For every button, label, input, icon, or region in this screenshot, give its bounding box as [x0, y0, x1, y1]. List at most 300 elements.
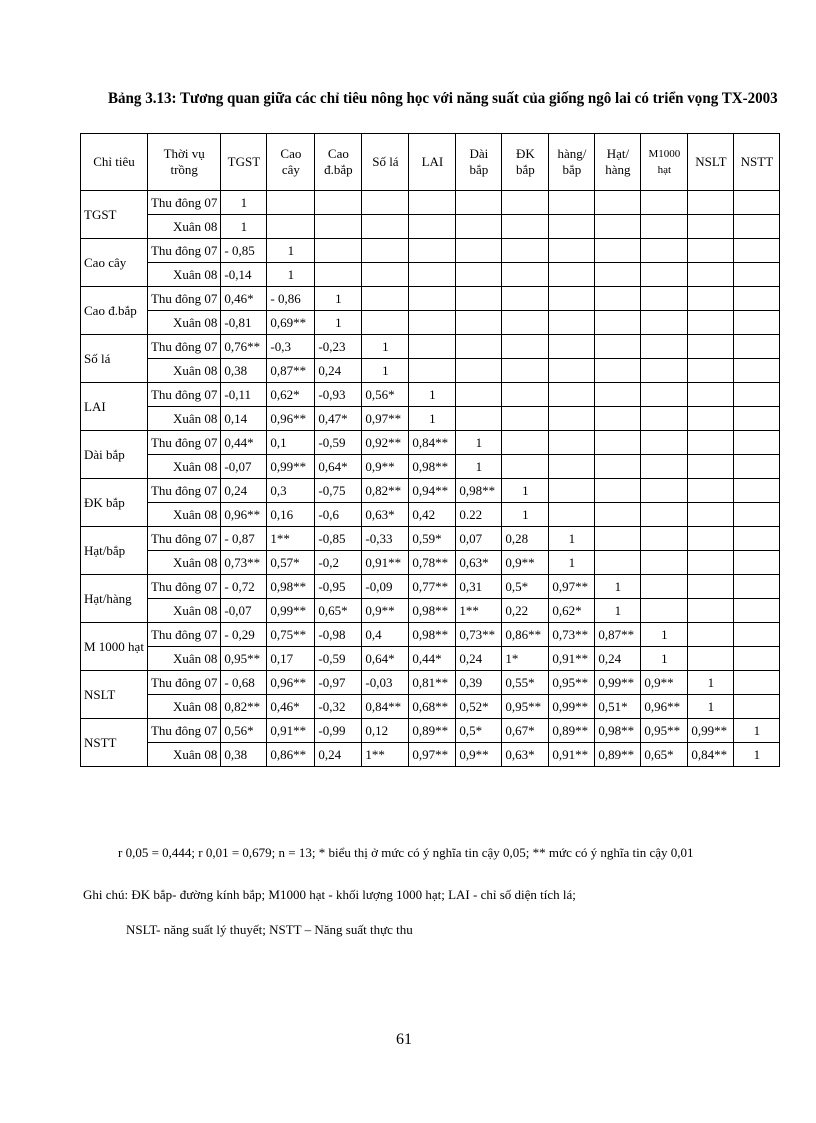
empty-cell — [734, 311, 780, 335]
season-cell: Thu đông 07 — [147, 527, 220, 551]
table-row — [81, 215, 780, 239]
empty-cell — [456, 407, 502, 431]
empty-cell — [595, 527, 641, 551]
empty-cell — [362, 311, 409, 335]
empty-cell — [641, 503, 688, 527]
empty-cell — [734, 335, 780, 359]
value-cell: 0,96** — [267, 671, 315, 695]
row-label: LAI — [81, 383, 148, 431]
value-cell: 0,96** — [221, 503, 267, 527]
row-label: ĐK bắp — [81, 479, 148, 527]
empty-cell — [734, 215, 780, 239]
empty-cell — [688, 503, 734, 527]
value-cell: 0,82** — [362, 479, 409, 503]
value-cell: -0,14 — [221, 263, 267, 287]
value-cell: 0,9** — [641, 671, 688, 695]
row-label: NSLT — [81, 671, 148, 719]
table-row — [81, 575, 780, 599]
value-cell: 0,84** — [409, 431, 456, 455]
season-cell: Thu đông 07 — [147, 671, 220, 695]
empty-cell — [595, 311, 641, 335]
value-cell: 0,63* — [362, 503, 409, 527]
empty-cell — [502, 359, 549, 383]
empty-cell — [549, 503, 595, 527]
value-cell: 0,82** — [221, 695, 267, 719]
correlation-table — [80, 133, 780, 767]
empty-cell — [502, 383, 549, 407]
season-cell: Xuân 08 — [147, 263, 220, 287]
value-cell: 0,91** — [362, 551, 409, 575]
row-label: Cao đ.bắp — [81, 287, 148, 335]
value-cell: 0,24 — [315, 743, 362, 767]
empty-cell — [595, 335, 641, 359]
empty-cell — [595, 383, 641, 407]
season-cell: Thu đông 07 — [147, 575, 220, 599]
empty-cell — [315, 215, 362, 239]
value-cell: 0,76** — [221, 335, 267, 359]
value-cell: 0,46* — [267, 695, 315, 719]
season-cell: Xuân 08 — [147, 503, 220, 527]
value-cell: 1 — [688, 671, 734, 695]
empty-cell — [734, 695, 780, 719]
empty-cell — [456, 287, 502, 311]
season-cell: Xuân 08 — [147, 215, 220, 239]
empty-cell — [409, 239, 456, 263]
empty-cell — [409, 263, 456, 287]
season-cell: Thu đông 07 — [147, 431, 220, 455]
table-title: Bảng 3.13: Tương quan giữa các chỉ tiêu nông học với năng suất của giống ngô lai có triển vọng TX-2003 — [108, 90, 778, 107]
empty-cell — [641, 335, 688, 359]
empty-cell — [688, 455, 734, 479]
empty-cell — [688, 311, 734, 335]
value-cell: 1 — [456, 455, 502, 479]
value-cell: 0,55* — [502, 671, 549, 695]
value-cell: 0,86** — [502, 623, 549, 647]
value-cell: 0,92** — [362, 431, 409, 455]
season-cell: Xuân 08 — [147, 359, 220, 383]
value-cell: 0,59* — [409, 527, 456, 551]
header-cell: LAI — [409, 134, 456, 191]
empty-cell — [641, 599, 688, 623]
season-cell: Xuân 08 — [147, 311, 220, 335]
empty-cell — [688, 575, 734, 599]
empty-cell — [734, 191, 780, 215]
row-label: TGST — [81, 191, 148, 239]
empty-cell — [734, 671, 780, 695]
empty-cell — [734, 647, 780, 671]
empty-cell — [549, 239, 595, 263]
value-cell: 0,44* — [221, 431, 267, 455]
value-cell: 0,95** — [549, 671, 595, 695]
empty-cell — [688, 599, 734, 623]
value-cell: 1 — [315, 287, 362, 311]
value-cell: 1* — [502, 647, 549, 671]
value-cell: -0,81 — [221, 311, 267, 335]
empty-cell — [549, 215, 595, 239]
value-cell: 1 — [267, 263, 315, 287]
value-cell: 0,62* — [267, 383, 315, 407]
value-cell: - 0,72 — [221, 575, 267, 599]
value-cell: 0,52* — [456, 695, 502, 719]
table-row — [81, 743, 780, 767]
value-cell: 0,96** — [641, 695, 688, 719]
value-cell: 0,99** — [688, 719, 734, 743]
value-cell: -0,59 — [315, 647, 362, 671]
value-cell: 0,98** — [456, 479, 502, 503]
value-cell: 0,89** — [595, 743, 641, 767]
empty-cell — [688, 359, 734, 383]
empty-cell — [641, 263, 688, 287]
header-cell: NSLT — [688, 134, 734, 191]
empty-cell — [409, 191, 456, 215]
value-cell: 0,68** — [409, 695, 456, 719]
value-cell: 0,24 — [595, 647, 641, 671]
season-cell: Thu đông 07 — [147, 383, 220, 407]
table-row — [81, 527, 780, 551]
empty-cell — [688, 287, 734, 311]
value-cell: 0,64* — [315, 455, 362, 479]
value-cell: 0,63* — [502, 743, 549, 767]
empty-cell — [267, 215, 315, 239]
value-cell: -0,09 — [362, 575, 409, 599]
empty-cell — [734, 263, 780, 287]
value-cell: 0,73** — [456, 623, 502, 647]
empty-cell — [641, 527, 688, 551]
table-row — [81, 263, 780, 287]
table-row — [81, 335, 780, 359]
table-row — [81, 455, 780, 479]
empty-cell — [502, 263, 549, 287]
value-cell: 0,28 — [502, 527, 549, 551]
value-cell: 0,89** — [549, 719, 595, 743]
empty-cell — [688, 239, 734, 263]
value-cell: -0,75 — [315, 479, 362, 503]
empty-cell — [641, 407, 688, 431]
header-cell: NSTT — [734, 134, 780, 191]
value-cell: 0,91** — [267, 719, 315, 743]
value-cell: 0,24 — [456, 647, 502, 671]
empty-cell — [734, 527, 780, 551]
value-cell: 0,9** — [362, 599, 409, 623]
empty-cell — [502, 191, 549, 215]
value-cell: 1 — [734, 719, 780, 743]
season-cell: Xuân 08 — [147, 455, 220, 479]
value-cell: 0,22 — [502, 599, 549, 623]
row-label: Hạt/bắp — [81, 527, 148, 575]
empty-cell — [688, 479, 734, 503]
value-cell: 1** — [456, 599, 502, 623]
header-cell: Cao cây — [267, 134, 315, 191]
empty-cell — [734, 383, 780, 407]
value-cell: 1 — [315, 311, 362, 335]
value-cell: 0,98** — [409, 599, 456, 623]
value-cell: 0,97** — [362, 407, 409, 431]
empty-cell — [502, 311, 549, 335]
empty-cell — [549, 479, 595, 503]
value-cell: -0,2 — [315, 551, 362, 575]
table-row — [81, 719, 780, 743]
value-cell: 0,47* — [315, 407, 362, 431]
empty-cell — [734, 575, 780, 599]
value-cell: 0,62* — [549, 599, 595, 623]
season-cell: Thu đông 07 — [147, 191, 220, 215]
value-cell: 0,12 — [362, 719, 409, 743]
empty-cell — [734, 551, 780, 575]
empty-cell — [641, 239, 688, 263]
empty-cell — [688, 191, 734, 215]
table-row — [81, 479, 780, 503]
value-cell: 0,51* — [595, 695, 641, 719]
season-cell: Thu đông 07 — [147, 287, 220, 311]
value-cell: 0,98** — [595, 719, 641, 743]
empty-cell — [734, 287, 780, 311]
table-row — [81, 407, 780, 431]
value-cell: 0,9** — [362, 455, 409, 479]
empty-cell — [502, 287, 549, 311]
value-cell: 1 — [641, 647, 688, 671]
value-cell: - 0,29 — [221, 623, 267, 647]
empty-cell — [688, 215, 734, 239]
abbreviation-note-continued: NSLT- năng suất lý thuyết; NSTT – Năng suất thực thu — [126, 922, 413, 937]
value-cell: 0,38 — [221, 359, 267, 383]
empty-cell — [456, 263, 502, 287]
value-cell: 0,38 — [221, 743, 267, 767]
value-cell: 0,95** — [502, 695, 549, 719]
empty-cell — [641, 551, 688, 575]
empty-cell — [549, 431, 595, 455]
value-cell: 0,64* — [362, 647, 409, 671]
empty-cell — [641, 575, 688, 599]
empty-cell — [409, 215, 456, 239]
empty-cell — [641, 215, 688, 239]
value-cell: -0,99 — [315, 719, 362, 743]
header-cell: Dài bắp — [456, 134, 502, 191]
value-cell: -0,93 — [315, 383, 362, 407]
value-cell: 0,98** — [409, 455, 456, 479]
page-number: 61 — [396, 1031, 412, 1048]
value-cell: 0,73** — [549, 623, 595, 647]
value-cell: 0,65* — [641, 743, 688, 767]
empty-cell — [641, 287, 688, 311]
empty-cell — [409, 359, 456, 383]
value-cell: -0,11 — [221, 383, 267, 407]
empty-cell — [595, 455, 641, 479]
value-cell: 1 — [734, 743, 780, 767]
table-row — [81, 191, 780, 215]
value-cell: - 0,85 — [221, 239, 267, 263]
header-cell: TGST — [221, 134, 267, 191]
value-cell: -0,59 — [315, 431, 362, 455]
header-cell: M1000 hạt — [641, 134, 688, 191]
value-cell: 1 — [456, 431, 502, 455]
value-cell: 0,3 — [267, 479, 315, 503]
value-cell: 0,98** — [409, 623, 456, 647]
value-cell: 0,67* — [502, 719, 549, 743]
value-cell: 0,5* — [456, 719, 502, 743]
empty-cell — [502, 215, 549, 239]
value-cell: 0,84** — [362, 695, 409, 719]
value-cell: 0,9** — [456, 743, 502, 767]
value-cell: 1 — [502, 479, 549, 503]
value-cell: 1 — [221, 191, 267, 215]
empty-cell — [734, 599, 780, 623]
value-cell: 0,97** — [549, 575, 595, 599]
row-label: Cao cây — [81, 239, 148, 287]
value-cell: 0,69** — [267, 311, 315, 335]
empty-cell — [688, 383, 734, 407]
value-cell: 1** — [362, 743, 409, 767]
value-cell: 0,9** — [502, 551, 549, 575]
value-cell: 0,99** — [267, 455, 315, 479]
value-cell: 0,99** — [267, 599, 315, 623]
value-cell: 0,91** — [549, 647, 595, 671]
significance-note: r 0,05 = 0,444; r 0,01 = 0,679; n = 13; * biểu thị ở mức có ý nghĩa tin cậy 0,05; ** mức có ý nghĩa tin cậy 0,01 — [118, 845, 694, 860]
value-cell: 1 — [688, 695, 734, 719]
value-cell: 0,39 — [456, 671, 502, 695]
value-cell: -0,07 — [221, 599, 267, 623]
value-cell: -0,85 — [315, 527, 362, 551]
season-cell: Xuân 08 — [147, 695, 220, 719]
empty-cell — [315, 191, 362, 215]
season-cell: Thu đông 07 — [147, 719, 220, 743]
empty-cell — [641, 311, 688, 335]
value-cell: 0.22 — [456, 503, 502, 527]
empty-cell — [549, 455, 595, 479]
empty-cell — [502, 431, 549, 455]
empty-cell — [549, 335, 595, 359]
empty-cell — [595, 215, 641, 239]
value-cell: -0,3 — [267, 335, 315, 359]
value-cell: 0,65* — [315, 599, 362, 623]
season-cell: Xuân 08 — [147, 407, 220, 431]
value-cell: - 0,68 — [221, 671, 267, 695]
empty-cell — [456, 191, 502, 215]
season-cell: Xuân 08 — [147, 599, 220, 623]
empty-cell — [641, 479, 688, 503]
empty-cell — [315, 263, 362, 287]
value-cell: 0,87** — [267, 359, 315, 383]
season-cell: Thu đông 07 — [147, 335, 220, 359]
value-cell: 0,97** — [409, 743, 456, 767]
empty-cell — [549, 263, 595, 287]
empty-cell — [362, 263, 409, 287]
empty-cell — [362, 191, 409, 215]
empty-cell — [688, 263, 734, 287]
value-cell: 0,86** — [267, 743, 315, 767]
header-cell: Hạt/ hàng — [595, 134, 641, 191]
empty-cell — [734, 431, 780, 455]
value-cell: -0,07 — [221, 455, 267, 479]
empty-cell — [641, 359, 688, 383]
value-cell: 0,84** — [688, 743, 734, 767]
empty-cell — [362, 287, 409, 311]
value-cell: 1 — [362, 359, 409, 383]
value-cell: 1 — [362, 335, 409, 359]
value-cell: 0,56* — [362, 383, 409, 407]
table-row — [81, 671, 780, 695]
header-row — [81, 134, 780, 191]
table-row — [81, 503, 780, 527]
empty-cell — [409, 287, 456, 311]
value-cell: 0,1 — [267, 431, 315, 455]
value-cell: 0,81** — [409, 671, 456, 695]
season-cell: Xuân 08 — [147, 551, 220, 575]
value-cell: 0,42 — [409, 503, 456, 527]
empty-cell — [502, 407, 549, 431]
value-cell: -0,33 — [362, 527, 409, 551]
empty-cell — [456, 383, 502, 407]
value-cell: - 0,87 — [221, 527, 267, 551]
value-cell: 0,87** — [595, 623, 641, 647]
empty-cell — [595, 479, 641, 503]
value-cell: 1 — [502, 503, 549, 527]
empty-cell — [688, 551, 734, 575]
value-cell: 0,5* — [502, 575, 549, 599]
empty-cell — [267, 191, 315, 215]
value-cell: -0,97 — [315, 671, 362, 695]
empty-cell — [688, 407, 734, 431]
empty-cell — [595, 551, 641, 575]
value-cell: 0,44* — [409, 647, 456, 671]
empty-cell — [549, 407, 595, 431]
row-label: Số lá — [81, 335, 148, 383]
value-cell: 1** — [267, 527, 315, 551]
value-cell: -0,23 — [315, 335, 362, 359]
empty-cell — [362, 239, 409, 263]
value-cell: 0,73** — [221, 551, 267, 575]
value-cell: 0,95** — [221, 647, 267, 671]
empty-cell — [734, 407, 780, 431]
table-row — [81, 647, 780, 671]
value-cell: 0,46* — [221, 287, 267, 311]
row-label: NSTT — [81, 719, 148, 767]
table-row — [81, 311, 780, 335]
value-cell: 0,57* — [267, 551, 315, 575]
season-cell: Xuân 08 — [147, 743, 220, 767]
value-cell: 0,16 — [267, 503, 315, 527]
value-cell: 0,75** — [267, 623, 315, 647]
value-cell: 1 — [595, 599, 641, 623]
value-cell: 1 — [549, 551, 595, 575]
table-row — [81, 599, 780, 623]
empty-cell — [688, 335, 734, 359]
value-cell: 0,17 — [267, 647, 315, 671]
empty-cell — [641, 383, 688, 407]
value-cell: -0,32 — [315, 695, 362, 719]
empty-cell — [595, 407, 641, 431]
value-cell: 0,94** — [409, 479, 456, 503]
value-cell: 1 — [549, 527, 595, 551]
season-cell: Xuân 08 — [147, 647, 220, 671]
value-cell: 0,99** — [595, 671, 641, 695]
empty-cell — [549, 311, 595, 335]
empty-cell — [502, 335, 549, 359]
value-cell: 0,14 — [221, 407, 267, 431]
empty-cell — [595, 191, 641, 215]
empty-cell — [409, 335, 456, 359]
value-cell: 0,07 — [456, 527, 502, 551]
row-label: M 1000 hạt — [81, 623, 148, 671]
value-cell: 1 — [641, 623, 688, 647]
table-row — [81, 551, 780, 575]
empty-cell — [595, 263, 641, 287]
value-cell: 1 — [595, 575, 641, 599]
empty-cell — [456, 311, 502, 335]
empty-cell — [641, 455, 688, 479]
header-cell: Cao đ.bắp — [315, 134, 362, 191]
empty-cell — [641, 191, 688, 215]
value-cell: 0,95** — [641, 719, 688, 743]
